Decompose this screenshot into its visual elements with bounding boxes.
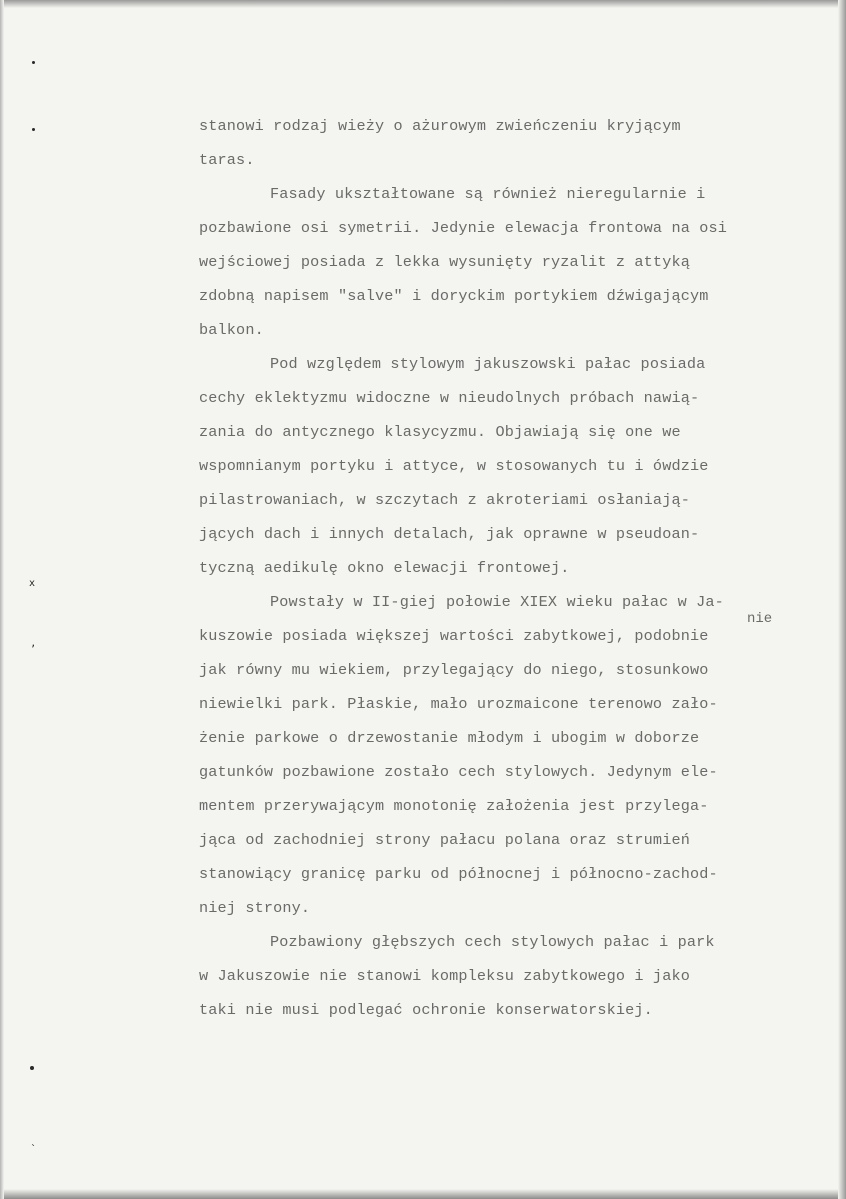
text-line: jak równy mu wiekiem, przylegający do niego, stosunkowo: [199, 661, 709, 679]
text-line: jących dach i innych detalach, jak oprawne w pseudoan-: [199, 525, 700, 543]
interlinear-insertion: nie: [747, 611, 773, 627]
margin-mark-3: ˎ: [30, 1135, 37, 1146]
text-line: jąca od zachodniej strony pałacu polana oraz strumień: [199, 831, 690, 849]
text-line: w Jakuszowie nie stanowi kompleksu zabytkowego i jako: [199, 967, 690, 985]
scan-edge-right: [838, 0, 846, 1199]
text-line: stanowiący granicę parku od północnej i północno-zachod-: [199, 865, 718, 883]
text-line: stanowi rodzaj wieży o ażurowym zwieńczeniu kryjącym: [199, 117, 681, 135]
text-line: niewielki park. Płaskie, mało urozmaicone terenowo zało-: [199, 695, 718, 713]
scan-edge-bottom: [0, 1189, 846, 1199]
text-line: zania do antycznego klasycyzmu. Objawiają się one we: [199, 423, 681, 441]
text-line: żenie parkowe o drzewostanie młodym i ubogim w doborze: [199, 729, 700, 747]
margin-mark-1: x: [29, 578, 36, 589]
text-line: cechy eklektyzmu widoczne w nieudolnych próbach nawią-: [199, 389, 700, 407]
text-line: kuszowie posiada większej wartości zabytkowej, podobnie: [199, 627, 709, 645]
text-line: pilastrowaniach, w szczytach z akroteriami osłaniają-: [199, 491, 690, 509]
scan-edge-top: [0, 0, 846, 8]
text-line: balkon.: [199, 321, 264, 339]
text-line: zdobną napisem "salve" i doryckim portykiem dźwigającym: [199, 287, 709, 305]
text-line: pozbawione osi symetrii. Jedynie elewacja frontowa na osi: [199, 219, 728, 237]
text-line: wspomnianym portyku i attyce, w stosowanych tu i ówdzie: [199, 457, 709, 475]
text-line: gatunków pozbawione zostało cech stylowych. Jedynym ele-: [199, 763, 718, 781]
text-line: taki nie musi podlegać ochronie konserwatorskiej.: [199, 1001, 653, 1019]
text-line: tyczną aedikulę okno elewacji frontowej.: [199, 559, 570, 577]
text-line: Pod względem stylowym jakuszowski pałac posiada: [270, 355, 706, 373]
text-line: niej strony.: [199, 899, 311, 917]
margin-mark-2: ʼ: [30, 644, 37, 655]
text-line: wejściowej posiada z lekka wysunięty ryzalit z attyką: [199, 253, 690, 271]
text-line: taras.: [199, 151, 255, 169]
punch-dot-3: [30, 1066, 34, 1070]
text-line: Pozbawiony głębszych cech stylowych pałac i park: [270, 933, 715, 951]
text-line: Powstały w II-giej połowie XIEX wieku pałac w Ja-: [270, 593, 724, 611]
text-line: Fasady ukształtowane są również nieregularnie i: [270, 185, 706, 203]
text-line: mentem przerywającym monotonię założenia jest przylega-: [199, 797, 709, 815]
